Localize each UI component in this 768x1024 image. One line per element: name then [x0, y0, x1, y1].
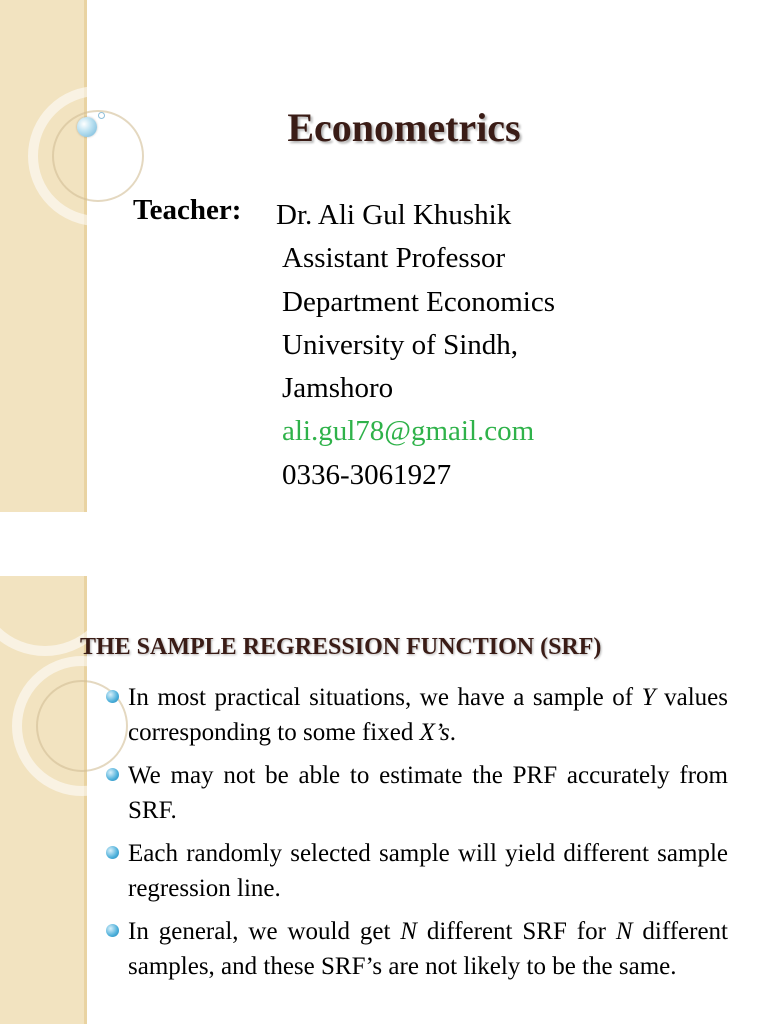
slide-heading: THE SAMPLE REGRESSION FUNCTION (SRF): [80, 634, 602, 660]
teacher-position: Assistant Professor: [282, 242, 506, 275]
bullet-text: We may not be able to estimate the PRF accurately from SRF.: [128, 762, 728, 824]
bullet-text: Each randomly selected sample will yield different sample regression line.: [128, 840, 728, 902]
bullet-text: values corresponding to some fixed: [128, 684, 728, 746]
slide-title-text: Econometrics: [287, 105, 521, 150]
bullet-italic-text: N: [400, 918, 417, 945]
bullet-item: [104, 914, 728, 984]
bullet-item: [104, 836, 728, 906]
bullet-italic-text: Y: [641, 684, 656, 711]
teacher-department: Department Economics: [282, 285, 555, 318]
bullet-text: In general, we would get: [128, 918, 401, 945]
side-band-edge: [84, 0, 87, 512]
slide-srf: [0, 576, 768, 1024]
bullet-dot-icon: [106, 924, 119, 937]
bullet-dot-icon: [106, 846, 119, 859]
bullet-text: different samples, and these SRF’s are not likely to be the same.: [128, 918, 729, 980]
bullet-dot-icon: [106, 690, 119, 703]
teacher-info: [276, 194, 555, 497]
teacher-name: Dr. Ali Gul Khushik: [276, 199, 512, 231]
bullet-item: [104, 680, 728, 750]
teacher-label: Teacher:: [133, 194, 242, 226]
bullet-text: different SRF for: [416, 918, 616, 945]
teacher-city: Jamshoro: [282, 372, 394, 405]
decorative-side-band: [0, 0, 84, 512]
bullet-italic-text: N: [615, 918, 633, 945]
bullet-item: [104, 758, 728, 828]
bullet-text: In most practical situations, we have a sample of: [128, 684, 642, 711]
teacher-email-link[interactable]: ali.gul78@gmail.com: [282, 415, 535, 448]
slide-gap: [0, 512, 768, 576]
teacher-phone: 0336-3061927: [282, 458, 452, 491]
bullet-text: .: [449, 719, 456, 746]
bullet-list: [104, 680, 728, 992]
teacher-university: University of Sindh,: [282, 328, 519, 361]
bullet-dot-icon: [106, 768, 119, 781]
bullet-italic-text: X’s: [419, 719, 450, 746]
